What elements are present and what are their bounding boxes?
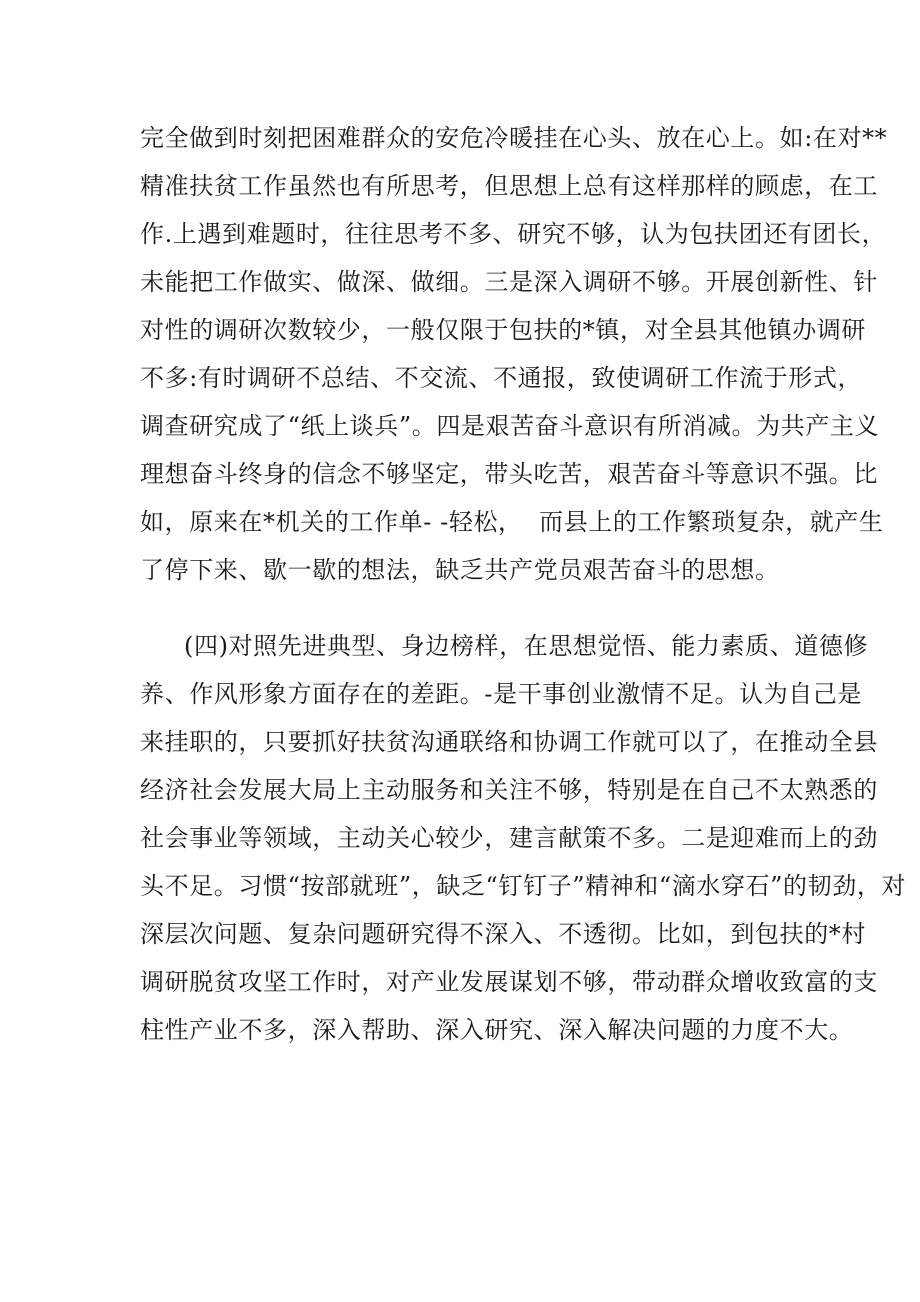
text-line: 养、作风形象方面存在的差距。-是干事创业激情不足。认为自己是 bbox=[140, 680, 863, 708]
text-line: 精准扶贫工作虽然也有所思考，但思想上总有这样那样的顾虑，在工 bbox=[140, 172, 878, 200]
text-line: 对性的调研次数较少，一般仅限于包扶的*镇，对全县其他镇办调研 bbox=[140, 316, 866, 344]
text-line: 柱性产业不多，深入帮助、深入研究、深入解决问题的力度不大。 bbox=[140, 1016, 854, 1044]
text-line: (四)对照先进典型、身边榜样，在思想觉悟、能力素质、道德修 bbox=[184, 632, 869, 660]
text-line: 社会事业等领域，主动关心较少，建言献策不多。二是迎难而上的劲 bbox=[140, 824, 878, 852]
text-line: 来挂职的，只要抓好扶贫沟通联络和协调工作就可以了，在推动全县 bbox=[140, 728, 878, 756]
text-line: 完全做到时刻把困难群众的安危冷暖挂在心头、放在心上。如:在对** bbox=[140, 124, 888, 152]
text-line: 理想奋斗终身的信念不够坚定，带头吃苦，艰苦奋斗等意识不强。比 bbox=[140, 460, 878, 488]
text-line: 作.上遇到难题时，往往思考不多、研究不够，认为包扶团还有团长， bbox=[140, 220, 887, 248]
text-line: 调查研究成了“纸上谈兵”。四是艰苦奋斗意识有所消减。为共产主义 bbox=[140, 412, 880, 440]
text-line: 如，原来在*机关的工作单- -轻松， 而县上的工作繁琐复杂，就产生 bbox=[140, 508, 884, 536]
text-line: 头不足。习惯“按部就班”，缺乏“钉钉子”精神和“滴水穿石”的韧劲，对 bbox=[140, 872, 907, 900]
text-line: 了停下来、歇一歇的想法，缺乏共产党员艰苦奋斗的思想。 bbox=[140, 556, 780, 584]
text-line: 未能把工作做实、做深、做细。三是深入调研不够。开展创新性、针 bbox=[140, 268, 878, 296]
text-line: 深层次问题、复杂问题研究得不深入、不透彻。比如，到包扶的*村 bbox=[140, 920, 866, 948]
text-line: 调研脱贫攻坚工作时，对产业发展谋划不够，带动群众增收致富的支 bbox=[140, 968, 878, 996]
text-line: 不多:有时调研不总结、不交流、不通报，致使调研工作流于形式， bbox=[140, 364, 863, 392]
text-line: 经济社会发展大局上主动服务和关注不够，特别是在自己不太熟悉的 bbox=[140, 776, 878, 804]
